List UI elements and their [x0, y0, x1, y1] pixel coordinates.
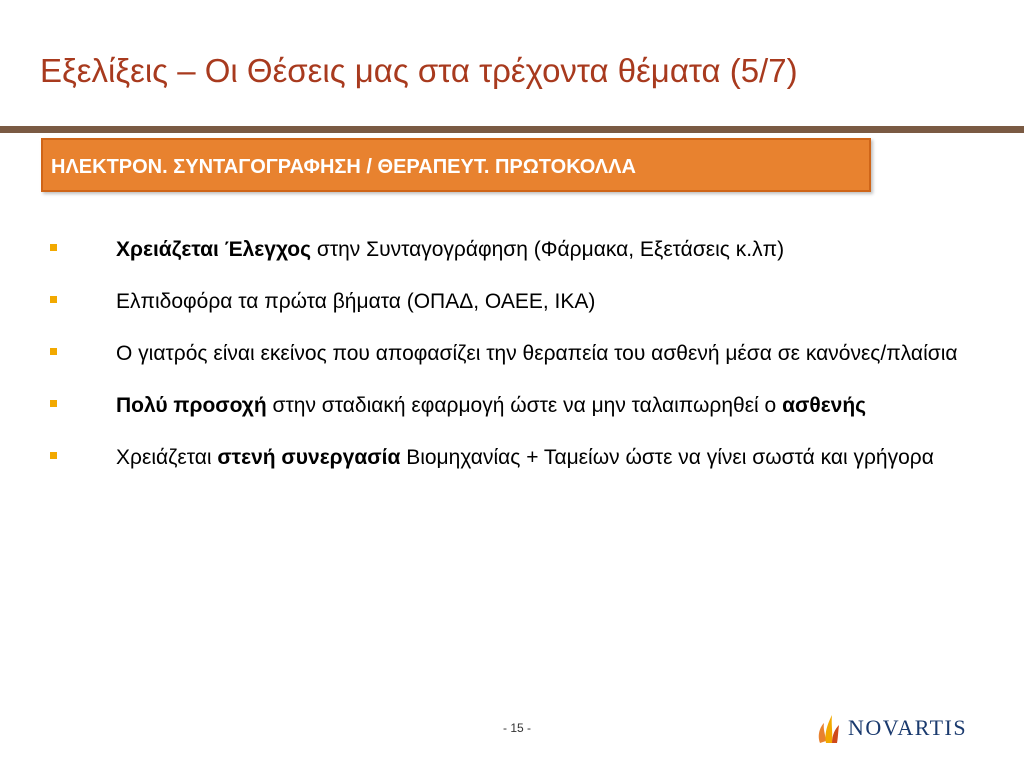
emphasis-text: ασθενής — [782, 394, 867, 417]
page-number: - 15 - — [503, 721, 532, 735]
list-item — [48, 444, 978, 471]
item-text: Βιομηχανίας + Ταμείων ώστε να γίνει σωστά και γρήγορα — [400, 446, 934, 469]
bullet-marker-icon — [50, 296, 57, 303]
logo-text: NOVARTIS — [848, 715, 968, 740]
bullet-marker-icon — [50, 348, 57, 355]
emphasis-text: Πολύ προσοχή — [116, 394, 267, 417]
list-item — [48, 340, 978, 367]
novartis-flame-icon — [816, 711, 842, 745]
section-banner — [41, 138, 871, 192]
title-divider — [0, 126, 1024, 133]
item-text: Ελπιδοφόρα τα πρώτα βήματα (ΟΠΑΔ, ΟΑΕΕ, ΙΚΑ) — [116, 290, 596, 313]
list-item — [48, 288, 978, 315]
item-text: Ο γιατρός είναι εκείνος που αποφασίζει την θεραπεία του ασθενή μέσα σε κανόνες/πλαίσια — [116, 342, 958, 365]
list-item — [48, 392, 978, 419]
slide-title: Εξελίξεις – Οι Θέσεις μας στα τρέχοντα θέματα (5/7) — [40, 52, 798, 89]
list-item — [48, 236, 978, 263]
bullet-marker-icon — [50, 244, 57, 251]
emphasis-text: Χρειάζεται Έλεγχος — [116, 238, 312, 261]
item-text: στην σταδιακή εφαρμογή ώστε να μην ταλαιπωρηθεί ο — [266, 394, 783, 417]
emphasis-text: στενή συνεργασία — [217, 446, 401, 469]
novartis-logo — [816, 710, 967, 746]
item-text: στην Συνταγογράφηση (Φάρμακα, Εξετάσεις κ.λπ) — [311, 238, 785, 261]
bullet-marker-icon — [50, 452, 57, 459]
bullet-list — [48, 236, 978, 496]
item-text: Χρειάζεται — [116, 446, 218, 469]
banner-text: ΗΛΕΚΤΡΟΝ. ΣΥΝΤΑΓΟΓΡΑΦΗΣΗ / ΘΕΡΑΠΕΥΤ. ΠΡΩΤΟΚΟΛΛΑ — [51, 156, 636, 178]
bullet-marker-icon — [50, 400, 57, 407]
